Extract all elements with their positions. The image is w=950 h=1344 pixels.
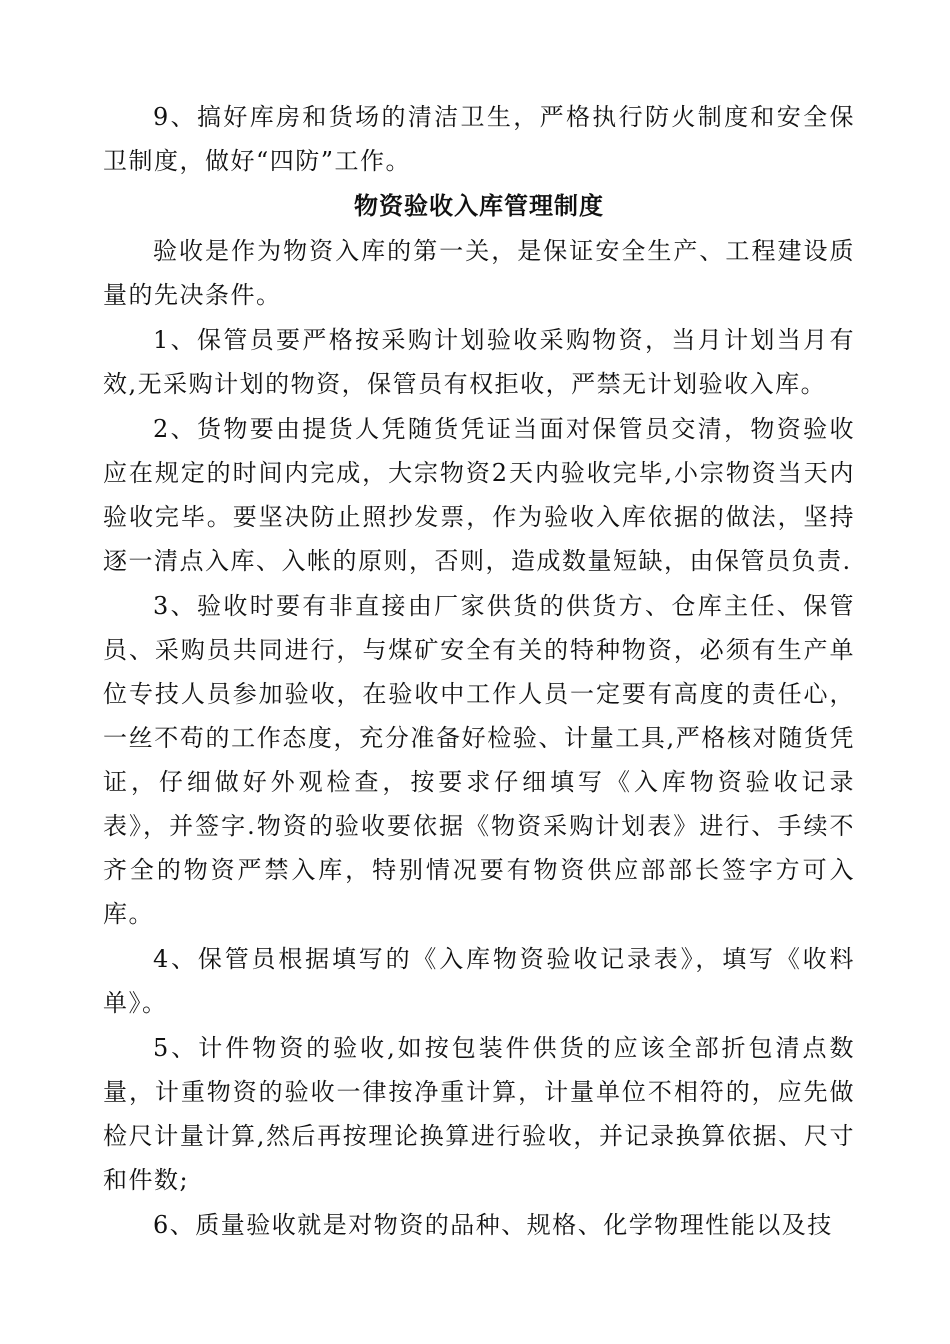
- paragraph-item-2: 2、货物要由提货人凭随货凭证当面对保管员交清，物资验收应在规定的时间内完成，大宗物资2天内验收完毕,小宗物资当天内验收完毕。要坚决防止照抄发票，作为验收入库依据的做法，坚持逐一清点入库、入帐的原则，否则，造成数量短缺，由保管员负责.: [103, 415, 855, 575]
- document-body: [103, 95, 855, 1248]
- paragraph-preamble: 验收是作为物资入库的第一关，是保证安全生产、工程建设质量的先决条件。: [103, 237, 855, 309]
- paragraph-item-1: 1、保管员要严格按采购计划验收采购物资，当月计划当月有效,无采购计划的物资，保管员有权拒收，严禁无计划验收入库。: [103, 326, 855, 398]
- paragraph-item-6: 6、质量验收就是对物资的品种、规格、化学物理性能以及技: [153, 1211, 833, 1239]
- paragraph-item-4: 4、保管员根据填写的《入库物资验收记录表》，填写《收料单》。: [103, 945, 855, 1017]
- paragraph-item-5: 5、计件物资的验收,如按包装件供货的应该全部折包清点数量，计重物资的验收一律按净重计算，计量单位不相符的，应先做检尺计量计算,然后再按理论换算进行验收，并记录换算依据、尺寸和件数;: [103, 1034, 855, 1194]
- section-title: 物资验收入库管理制度: [354, 191, 604, 220]
- paragraph-item-3: 3、验收时要有非直接由厂家供货的供货方、仓库主任、保管员、采购员共同进行，与煤矿安全有关的特种物资，必须有生产单位专技人员参加验收，在验收中工作人员一定要有高度的责任心，一丝不苟的工作态度，充分准备好检验、计量工具,严格核对随货凭证，仔细做好外观检查，按要求仔细填写《入库物资验收记录表》，并签字.物资的验收要依据《物资采购计划表》进行、手续不齐全的物资严禁入库，特别情况要有物资供应部部长签字方可入库。: [103, 592, 855, 928]
- paragraph-item-9: 9、搞好库房和货场的清洁卫生，严格执行防火制度和安全保卫制度，做好“四防”工作。: [103, 103, 855, 175]
